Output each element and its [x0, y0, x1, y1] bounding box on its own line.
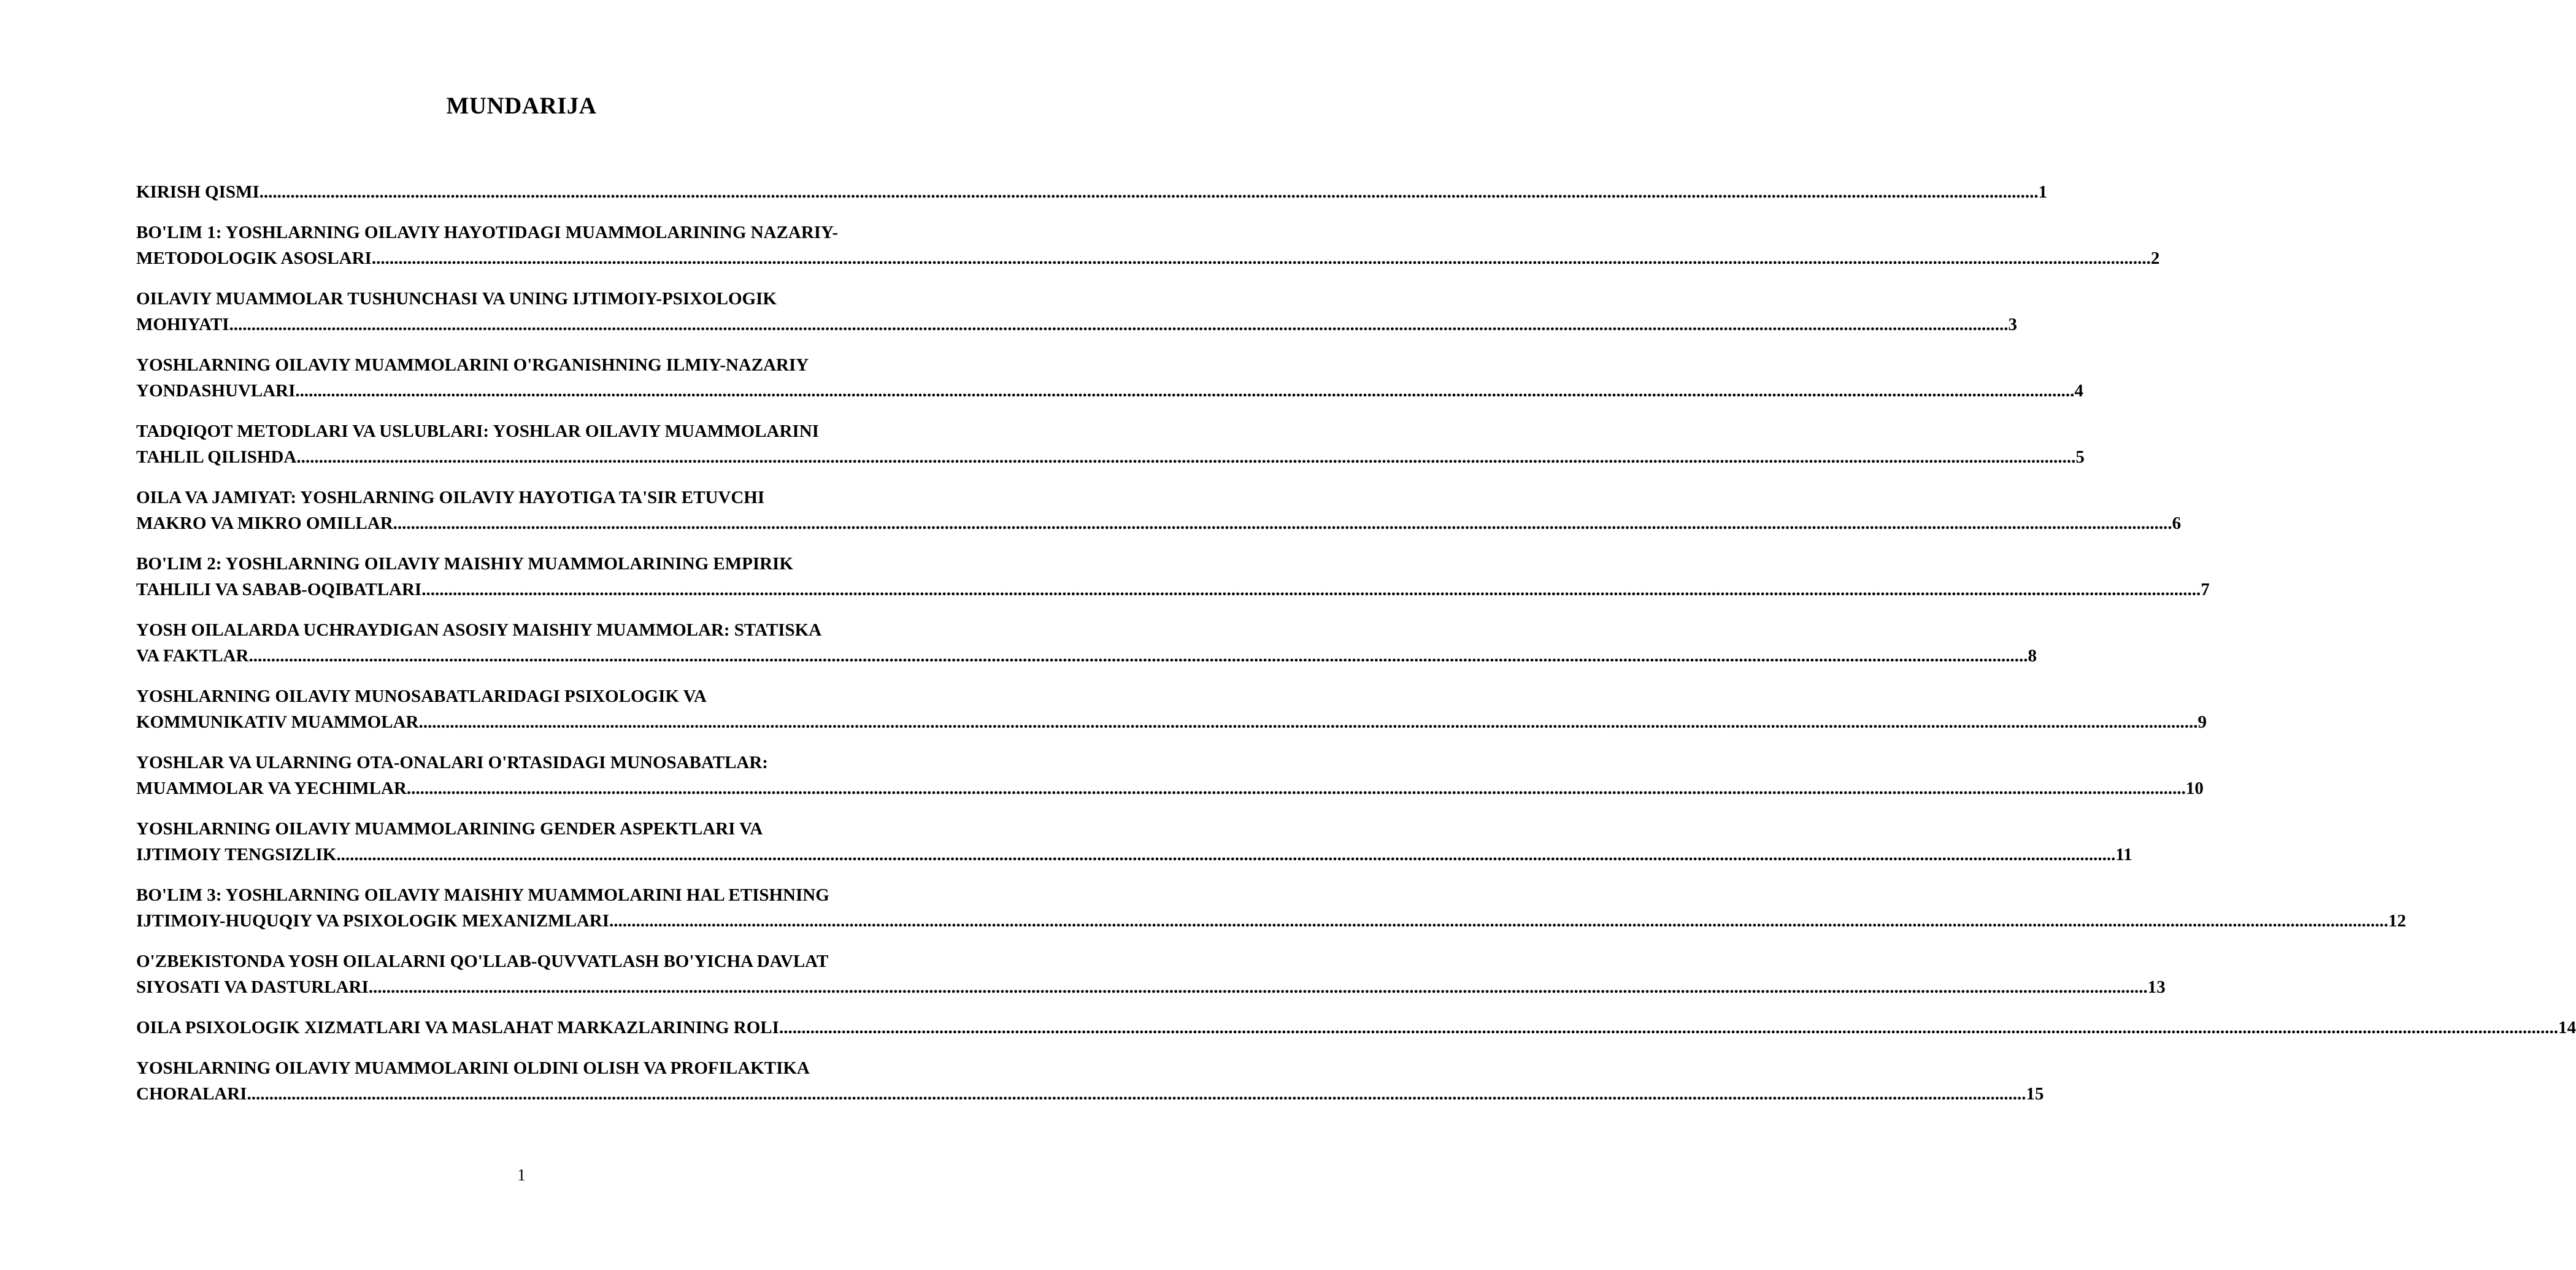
toc-entry-title: MAKRO VA MIKRO OMILLAR [136, 514, 393, 533]
toc-entry-title: TAHLILI VA SABAB-OQIBATLARI [136, 580, 422, 599]
toc-leader-dots: ................................................................................................................................................................................................................................................................................................................................................................................................................ [295, 381, 2075, 401]
toc-page-number: 3 [2008, 315, 2017, 334]
toc-entry-title-line: TADQIQOT METODLARI VA USLUBLARI: YOSHLAR OILAVIY MUAMMOLARINI [136, 421, 819, 441]
toc-page-number: 2 [2150, 248, 2160, 268]
toc-entry-title: METODOLOGIK ASOSLARI [136, 248, 372, 268]
toc-entry-title-line: BO'LIM 3: YOSHLARNING OILAVIY MAISHIY MUAMMOLARINI HAL ETISHNING [136, 885, 829, 905]
toc-entry-title: IJTIMOIY-HUQUQIY VA PSIXOLOGIK MEXANIZMLARI [136, 911, 610, 931]
toc-page-number: 7 [2201, 580, 2210, 599]
toc-entry-title-line: OILAVIY MUAMMOLAR TUSHUNCHASI VA UNING IJTIMOIY-PSIXOLOGIK [136, 289, 777, 309]
toc-page-number: 9 [2197, 712, 2207, 732]
toc-entry [136, 683, 2207, 735]
toc-entry-title: OILA PSIXOLOGIK XIZMATLARI VA MASLAHAT MARKAZLARINING ROLI [136, 1018, 779, 1037]
toc-page-number: 8 [2028, 646, 2037, 666]
toc-entry-title: MOHIYATI [136, 315, 229, 334]
toc-entry-title-line: YOSHLARNING OILAVIY MUAMMOLARINI OLDINI OLISH VA PROFILAKTIKA [136, 1058, 810, 1078]
toc-entry [136, 551, 2210, 602]
toc-entry-title-line: YOSHLARNING OILAVIY MUAMMOLARINING GENDER ASPEKTLARI VA [136, 819, 763, 839]
toc-entry-title: VA FAKTLAR [136, 646, 249, 666]
toc-entry [136, 352, 2083, 404]
toc-page-number: 13 [2147, 977, 2166, 997]
toc-entry-title: MUAMMOLAR VA YECHIMLAR [136, 779, 407, 798]
toc-entry-title: CHORALARI [136, 1084, 247, 1104]
toc-leader-dots: ................................................................................................................................................................................................................................................................................................................................................................................................................ [368, 977, 2148, 997]
toc-entry [136, 418, 2085, 470]
toc-page-number: 12 [2388, 911, 2407, 931]
toc-page-number: 1 [2038, 182, 2048, 202]
toc-entry [136, 882, 2407, 934]
toc-entry [136, 949, 2166, 1000]
toc-leader-dots: ................................................................................................................................................................................................................................................................................................................................................................................................................ [418, 712, 2198, 732]
toc-entry [136, 485, 2182, 536]
toc-page-number: 4 [2074, 381, 2083, 401]
toc-entry [136, 220, 2160, 271]
toc-entry-title-line: OILA VA JAMIYAT: YOSHLARNING OILAVIY HAYOTIGA TA'SIR ETUVCHI [136, 488, 765, 507]
toc-leader-dots: ................................................................................................................................................................................................................................................................................................................................................................................................................ [779, 1018, 2558, 1037]
toc-leader-dots: ................................................................................................................................................................................................................................................................................................................................................................................................................ [296, 447, 2076, 467]
toc-leader-dots: ................................................................................................................................................................................................................................................................................................................................................................................................................ [259, 182, 2039, 202]
toc-entry [136, 1015, 2576, 1041]
toc-entry-title: KOMMUNIKATIV MUAMMOLAR [136, 712, 419, 732]
toc-entry [136, 617, 2037, 669]
toc-page-number: 6 [2172, 514, 2182, 533]
toc-entry [136, 286, 2017, 337]
toc-leader-dots: ................................................................................................................................................................................................................................................................................................................................................................................................................ [406, 779, 2186, 798]
toc-entry-title-line: YOSHLAR VA ULARNING OTA-ONALARI O'RTASIDAGI MUNOSABATLAR: [136, 753, 768, 772]
toc-entry-title: SIYOSATI VA DASTURLARI [136, 977, 369, 997]
toc-entry [136, 179, 2048, 205]
toc-page-number: 5 [2075, 447, 2085, 467]
toc-leader-dots: ................................................................................................................................................................................................................................................................................................................................................................................................................ [247, 1084, 2026, 1104]
toc-page-number: 15 [2026, 1084, 2044, 1104]
toc-entry-title-line: O'ZBEKISTONDA YOSH OILALARNI QO'LLAB-QUVVATLASH BO'YICHA DAVLAT [136, 952, 829, 971]
toc-entry-title: KIRISH QISMI [136, 182, 260, 202]
toc-leader-dots: ................................................................................................................................................................................................................................................................................................................................................................................................................ [609, 911, 2389, 931]
toc-entry-title-line: BO'LIM 2: YOSHLARNING OILAVIY MAISHIY MUAMMOLARINING EMPIRIK [136, 554, 793, 574]
toc-entry-title: IJTIMOIY TENGSIZLIK [136, 845, 337, 864]
toc-entry-title: TAHLIL QILISHDA [136, 447, 297, 467]
toc-entry-title-line: YOSH OILALARDA UCHRAYDIGAN ASOSIY MAISHIY MUAMMOLAR: STATISKA [136, 620, 822, 640]
toc-page-number: 10 [2185, 779, 2204, 798]
toc-leader-dots: ................................................................................................................................................................................................................................................................................................................................................................................................................ [393, 514, 2172, 533]
toc-leader-dots: ................................................................................................................................................................................................................................................................................................................................................................................................................ [248, 646, 2028, 666]
page-number: 1 [517, 1166, 526, 1184]
toc-entry-title-line: BO'LIM 1: YOSHLARNING OILAVIY HAYOTIDAGI MUAMMOLARINING NAZARIY- [136, 223, 838, 242]
toc-entry [136, 816, 2132, 868]
toc-entry-title-line: YOSHLARNING OILAVIY MUNOSABATLARIDAGI PSIXOLOGIK VA [136, 687, 707, 706]
toc-leader-dots: ................................................................................................................................................................................................................................................................................................................................................................................................................ [336, 845, 2116, 864]
table-of-contents [136, 179, 2576, 1122]
toc-page-number: 11 [2115, 845, 2132, 864]
toc-entry-title: YONDASHUVLARI [136, 381, 296, 401]
toc-leader-dots: ................................................................................................................................................................................................................................................................................................................................................................................................................ [421, 580, 2201, 599]
toc-page-number: 14 [2558, 1018, 2576, 1037]
page-title: MUNDARIJA [446, 93, 597, 119]
toc-entry [136, 750, 2204, 801]
toc-leader-dots: ................................................................................................................................................................................................................................................................................................................................................................................................................ [229, 315, 2009, 334]
toc-entry-title-line: YOSHLARNING OILAVIY MUAMMOLARINI O'RGANISHNING ILMIY-NAZARIY [136, 355, 809, 375]
toc-entry [136, 1055, 2044, 1107]
toc-leader-dots: ................................................................................................................................................................................................................................................................................................................................................................................................................ [371, 248, 2151, 268]
